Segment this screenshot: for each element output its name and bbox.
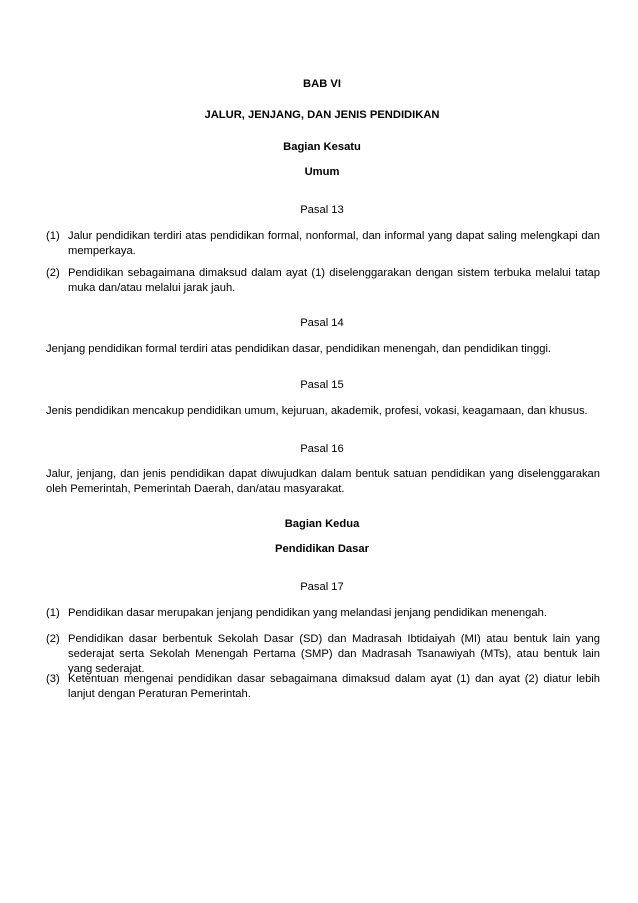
chapter-title: BAB VI (303, 78, 341, 90)
item-number: (3) (46, 673, 60, 685)
item-text: Pendidikan dasar berbentuk Sekolah Dasar (SD) dan Madrasah Ibtidaiyah (MI) atau bentuk lain yang sederajat serta Sekolah Menengah Pertama (SMP) dan Madrasah Tsanawiyah (MTs), atau bentuk lain yang sederajat. (68, 633, 600, 675)
part1-heading: Bagian Kesatu (283, 141, 361, 153)
item-number: (1) (46, 607, 60, 619)
pasal16-text: Jalur, jenjang, dan jenis pendidikan dapat diwujudkan dalam bentuk satuan pendidikan yang diselenggarakan oleh Pemerintah, Pemerintah Daerah, dan/atau masyarakat. (46, 468, 600, 495)
item-number: (2) (46, 633, 60, 645)
pasal17-item-2 (46, 632, 600, 677)
item-text: Jalur pendidikan terdiri atas pendidikan formal, nonformal, dan informal yang dapat saling melengkapi dan memperkaya. (68, 230, 600, 257)
pasal15-title: Pasal 15 (300, 379, 344, 391)
item-text: Pendidikan dasar merupakan jenjang pendidikan yang melandasi jenjang pendidikan menengah. (68, 607, 547, 619)
part1-subheading: Umum (304, 166, 340, 178)
pasal13-item-2 (46, 266, 600, 296)
pasal15-text: Jenis pendidikan mencakup pendidikan umum, kejuruan, akademik, profesi, vokasi, keagamaan, dan khusus. (46, 405, 588, 417)
item-number: (1) (46, 230, 60, 242)
pasal14-title: Pasal 14 (300, 317, 344, 329)
chapter-subtitle: JALUR, JENJANG, DAN JENIS PENDIDIKAN (204, 109, 440, 121)
part2-heading: Bagian Kedua (284, 518, 360, 530)
pasal13-item-1 (46, 229, 600, 259)
item-number: (2) (46, 267, 60, 279)
pasal16-title: Pasal 16 (300, 443, 344, 455)
item-text: Pendidikan sebagaimana dimaksud dalam ayat (1) diselenggarakan dengan sistem terbuka melalui tatap muka dan/atau melalui jarak jauh. (68, 267, 600, 294)
pasal14-text: Jenjang pendidikan formal terdiri atas pendidikan dasar, pendidikan menengah, dan pendidikan tinggi. (46, 343, 552, 355)
pasal17-item-3 (46, 672, 600, 702)
item-text: Ketentuan mengenai pendidikan dasar sebagaimana dimaksud dalam ayat (1) dan ayat (2) diatur lebih lanjut dengan Peraturan Pemerintah. (68, 673, 600, 700)
pasal13-title: Pasal 13 (300, 204, 344, 216)
part2-subheading: Pendidikan Dasar (275, 543, 369, 555)
pasal17-title: Pasal 17 (300, 581, 344, 593)
pasal17-item-1 (46, 606, 600, 621)
